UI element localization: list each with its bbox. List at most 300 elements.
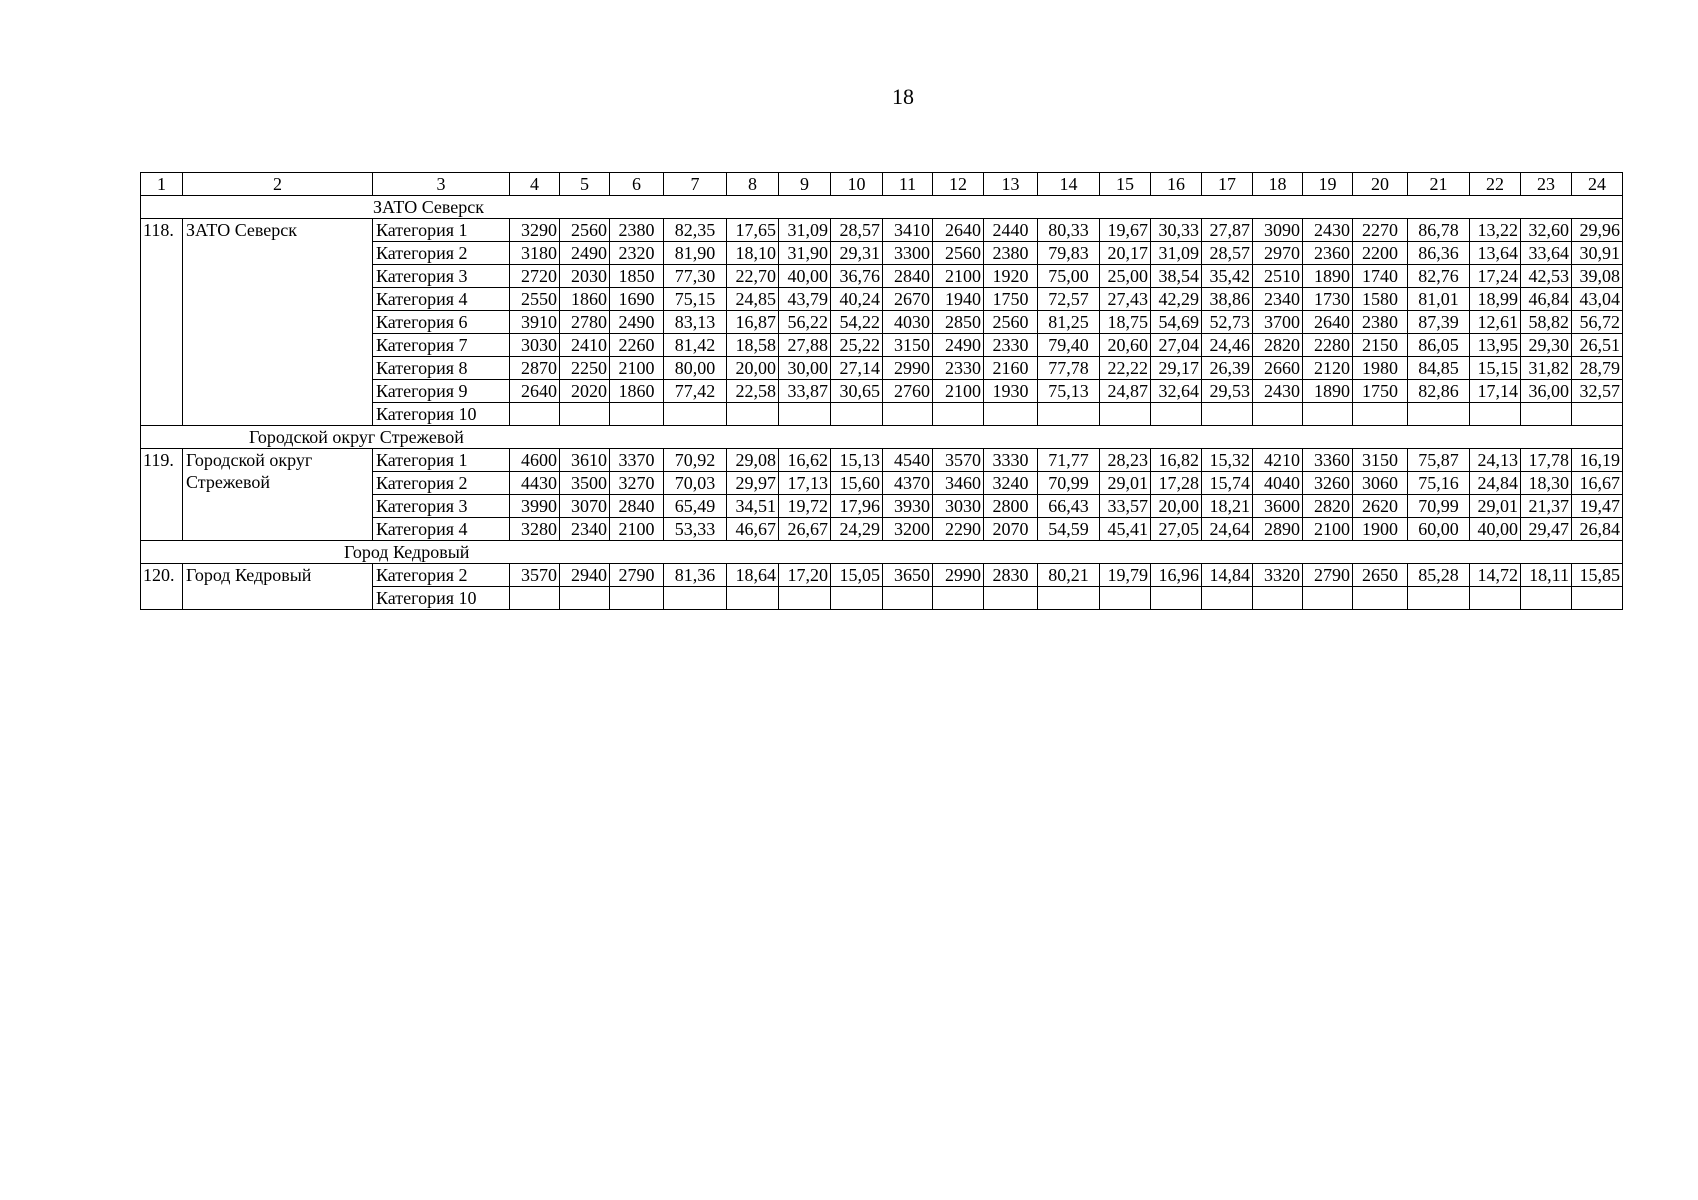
value-cell: 3370 — [610, 449, 664, 472]
value-cell: 2100 — [1303, 518, 1353, 541]
category-label: Категория 9 — [373, 380, 510, 403]
column-number-header: 10 — [831, 173, 883, 196]
value-cell: 2720 — [510, 265, 560, 288]
value-cell: 75,00 — [1038, 265, 1100, 288]
value-cell: 43,79 — [779, 288, 831, 311]
value-cell: 29,96 — [1572, 219, 1623, 242]
value-cell: 29,01 — [1470, 495, 1521, 518]
value-cell — [1151, 587, 1202, 610]
value-cell: 17,65 — [727, 219, 779, 242]
category-label: Категория 6 — [373, 311, 510, 334]
value-cell: 54,22 — [831, 311, 883, 334]
value-cell: 2550 — [510, 288, 560, 311]
value-cell — [1408, 403, 1470, 426]
page-number: 18 — [892, 84, 914, 109]
category-label: Категория 3 — [373, 495, 510, 518]
value-cell: 3570 — [510, 564, 560, 587]
value-cell: 20,00 — [727, 357, 779, 380]
value-cell: 21,37 — [1521, 495, 1572, 518]
value-cell: 3200 — [883, 518, 933, 541]
value-cell: 2870 — [510, 357, 560, 380]
value-cell: 2100 — [610, 357, 664, 380]
value-cell: 2290 — [933, 518, 984, 541]
value-cell: 65,49 — [664, 495, 727, 518]
value-cell: 40,00 — [1470, 518, 1521, 541]
value-cell: 2380 — [610, 219, 664, 242]
value-cell: 31,82 — [1521, 357, 1572, 380]
column-number-header: 18 — [1253, 173, 1303, 196]
value-cell: 2280 — [1303, 334, 1353, 357]
value-cell: 71,77 — [1038, 449, 1100, 472]
value-cell: 42,29 — [1151, 288, 1202, 311]
value-cell: 24,29 — [831, 518, 883, 541]
value-cell: 18,75 — [1100, 311, 1151, 334]
value-cell: 15,74 — [1202, 472, 1253, 495]
value-cell: 60,00 — [1408, 518, 1470, 541]
value-cell: 29,08 — [727, 449, 779, 472]
value-cell: 2640 — [1303, 311, 1353, 334]
value-cell: 84,85 — [1408, 357, 1470, 380]
value-cell: 32,57 — [1572, 380, 1623, 403]
value-cell: 3270 — [610, 472, 664, 495]
value-cell: 36,00 — [1521, 380, 1572, 403]
value-cell: 79,83 — [1038, 242, 1100, 265]
column-number-row — [141, 173, 1623, 196]
value-cell — [1470, 587, 1521, 610]
value-cell: 2640 — [933, 219, 984, 242]
section-title-row — [141, 196, 1623, 219]
column-number-header: 7 — [664, 173, 727, 196]
value-cell: 2800 — [984, 495, 1038, 518]
value-cell — [1408, 587, 1470, 610]
value-cell: 34,51 — [727, 495, 779, 518]
value-cell: 1750 — [1353, 380, 1408, 403]
value-cell: 2340 — [1253, 288, 1303, 311]
value-cell: 2490 — [610, 311, 664, 334]
value-cell: 2490 — [560, 242, 610, 265]
value-cell: 24,13 — [1470, 449, 1521, 472]
column-number-header: 24 — [1572, 173, 1623, 196]
value-cell: 24,64 — [1202, 518, 1253, 541]
value-cell: 52,73 — [1202, 311, 1253, 334]
value-cell: 14,84 — [1202, 564, 1253, 587]
value-cell: 3240 — [984, 472, 1038, 495]
value-cell: 2100 — [610, 518, 664, 541]
value-cell — [560, 587, 610, 610]
municipality-name: Город Кедровый — [183, 564, 373, 610]
value-cell: 81,25 — [1038, 311, 1100, 334]
value-cell: 18,21 — [1202, 495, 1253, 518]
value-cell: 2430 — [1253, 380, 1303, 403]
value-cell: 38,86 — [1202, 288, 1253, 311]
value-cell: 81,36 — [664, 564, 727, 587]
value-cell: 3930 — [883, 495, 933, 518]
category-label: Категория 2 — [373, 472, 510, 495]
value-cell: 19,67 — [1100, 219, 1151, 242]
value-cell — [933, 403, 984, 426]
value-cell — [664, 403, 727, 426]
value-cell: 20,60 — [1100, 334, 1151, 357]
value-cell: 19,72 — [779, 495, 831, 518]
value-cell: 20,00 — [1151, 495, 1202, 518]
value-cell: 3610 — [560, 449, 610, 472]
value-cell — [1038, 403, 1100, 426]
table-row — [141, 219, 1623, 242]
section-title-row — [141, 426, 1623, 449]
value-cell: 15,05 — [831, 564, 883, 587]
value-cell: 1890 — [1303, 380, 1353, 403]
value-cell: 80,00 — [664, 357, 727, 380]
value-cell: 70,92 — [664, 449, 727, 472]
value-cell: 2070 — [984, 518, 1038, 541]
municipality-name: Городской округ Стрежевой — [183, 449, 373, 541]
tariff-table-container — [140, 172, 1623, 610]
value-cell: 70,03 — [664, 472, 727, 495]
value-cell: 33,87 — [779, 380, 831, 403]
value-cell — [610, 587, 664, 610]
value-cell: 4210 — [1253, 449, 1303, 472]
table-row — [141, 449, 1623, 472]
value-cell: 2380 — [1353, 311, 1408, 334]
category-label: Категория 1 — [373, 449, 510, 472]
municipality-name: ЗАТО Северск — [183, 219, 373, 426]
category-label: Категория 8 — [373, 357, 510, 380]
value-cell: 28,57 — [1202, 242, 1253, 265]
value-cell: 4600 — [510, 449, 560, 472]
value-cell — [1470, 403, 1521, 426]
value-cell: 2200 — [1353, 242, 1408, 265]
value-cell: 2430 — [1303, 219, 1353, 242]
value-cell: 2560 — [984, 311, 1038, 334]
value-cell: 24,84 — [1470, 472, 1521, 495]
value-cell: 3030 — [510, 334, 560, 357]
value-cell — [1521, 403, 1572, 426]
value-cell: 2790 — [610, 564, 664, 587]
value-cell: 32,64 — [1151, 380, 1202, 403]
value-cell: 15,13 — [831, 449, 883, 472]
value-cell: 3330 — [984, 449, 1038, 472]
value-cell: 15,32 — [1202, 449, 1253, 472]
tariff-table — [140, 172, 1623, 610]
value-cell: 85,28 — [1408, 564, 1470, 587]
value-cell: 81,01 — [1408, 288, 1470, 311]
value-cell: 2840 — [883, 265, 933, 288]
value-cell — [1572, 587, 1623, 610]
value-cell — [560, 403, 610, 426]
value-cell — [1253, 403, 1303, 426]
value-cell: 3650 — [883, 564, 933, 587]
value-cell — [1253, 587, 1303, 610]
value-cell: 28,57 — [831, 219, 883, 242]
value-cell: 1930 — [984, 380, 1038, 403]
value-cell — [610, 403, 664, 426]
value-cell — [1038, 587, 1100, 610]
value-cell: 2780 — [560, 311, 610, 334]
value-cell: 2340 — [560, 518, 610, 541]
value-cell: 66,43 — [1038, 495, 1100, 518]
value-cell: 1690 — [610, 288, 664, 311]
category-label: Категория 4 — [373, 518, 510, 541]
value-cell: 17,14 — [1470, 380, 1521, 403]
value-cell: 29,97 — [727, 472, 779, 495]
value-cell: 3060 — [1353, 472, 1408, 495]
value-cell — [779, 587, 831, 610]
category-label: Категория 2 — [373, 242, 510, 265]
value-cell: 2410 — [560, 334, 610, 357]
value-cell: 1940 — [933, 288, 984, 311]
value-cell: 2660 — [1253, 357, 1303, 380]
category-label: Категория 4 — [373, 288, 510, 311]
value-cell: 2820 — [1303, 495, 1353, 518]
value-cell: 26,84 — [1572, 518, 1623, 541]
value-cell: 43,04 — [1572, 288, 1623, 311]
value-cell: 77,78 — [1038, 357, 1100, 380]
value-cell: 13,64 — [1470, 242, 1521, 265]
value-cell: 75,15 — [664, 288, 727, 311]
value-cell: 2990 — [883, 357, 933, 380]
value-cell: 27,88 — [779, 334, 831, 357]
section-title-row — [141, 541, 1623, 564]
column-number-header: 21 — [1408, 173, 1470, 196]
value-cell: 27,05 — [1151, 518, 1202, 541]
value-cell: 2510 — [1253, 265, 1303, 288]
value-cell: 25,00 — [1100, 265, 1151, 288]
value-cell: 3700 — [1253, 311, 1303, 334]
value-cell — [727, 403, 779, 426]
value-cell: 2320 — [610, 242, 664, 265]
column-number-header: 16 — [1151, 173, 1202, 196]
column-number-header: 2 — [183, 173, 373, 196]
value-cell: 18,11 — [1521, 564, 1572, 587]
category-label: Категория 7 — [373, 334, 510, 357]
column-number-header: 1 — [141, 173, 183, 196]
value-cell: 15,60 — [831, 472, 883, 495]
value-cell — [727, 587, 779, 610]
value-cell: 22,58 — [727, 380, 779, 403]
value-cell — [779, 403, 831, 426]
value-cell: 2100 — [933, 380, 984, 403]
value-cell: 1740 — [1353, 265, 1408, 288]
value-cell: 29,53 — [1202, 380, 1253, 403]
value-cell: 18,58 — [727, 334, 779, 357]
value-cell: 2850 — [933, 311, 984, 334]
value-cell: 3570 — [933, 449, 984, 472]
value-cell: 29,17 — [1151, 357, 1202, 380]
value-cell: 3260 — [1303, 472, 1353, 495]
value-cell: 1890 — [1303, 265, 1353, 288]
value-cell: 86,05 — [1408, 334, 1470, 357]
value-cell: 83,13 — [664, 311, 727, 334]
value-cell: 2830 — [984, 564, 1038, 587]
value-cell: 2970 — [1253, 242, 1303, 265]
category-label: Категория 10 — [373, 587, 510, 610]
value-cell: 13,95 — [1470, 334, 1521, 357]
value-cell: 17,28 — [1151, 472, 1202, 495]
value-cell — [664, 587, 727, 610]
value-cell: 16,96 — [1151, 564, 1202, 587]
value-cell: 2330 — [933, 357, 984, 380]
value-cell: 2990 — [933, 564, 984, 587]
value-cell: 17,24 — [1470, 265, 1521, 288]
value-cell — [1303, 403, 1353, 426]
column-number-header: 12 — [933, 173, 984, 196]
value-cell: 27,43 — [1100, 288, 1151, 311]
value-cell: 45,41 — [1100, 518, 1151, 541]
value-cell: 25,22 — [831, 334, 883, 357]
value-cell — [883, 587, 933, 610]
value-cell: 35,42 — [1202, 265, 1253, 288]
value-cell: 2020 — [560, 380, 610, 403]
column-number-header: 9 — [779, 173, 831, 196]
value-cell: 31,09 — [779, 219, 831, 242]
value-cell: 2160 — [984, 357, 1038, 380]
value-cell: 3300 — [883, 242, 933, 265]
value-cell: 18,99 — [1470, 288, 1521, 311]
value-cell: 17,78 — [1521, 449, 1572, 472]
value-cell: 2360 — [1303, 242, 1353, 265]
section-title-cell — [141, 196, 1623, 219]
value-cell: 17,96 — [831, 495, 883, 518]
value-cell — [1572, 403, 1623, 426]
value-cell: 24,87 — [1100, 380, 1151, 403]
table-body — [141, 173, 1623, 610]
value-cell: 3290 — [510, 219, 560, 242]
value-cell: 2260 — [610, 334, 664, 357]
value-cell: 56,72 — [1572, 311, 1623, 334]
value-cell: 17,13 — [779, 472, 831, 495]
value-cell: 2330 — [984, 334, 1038, 357]
value-cell: 2940 — [560, 564, 610, 587]
value-cell: 12,61 — [1470, 311, 1521, 334]
value-cell: 70,99 — [1408, 495, 1470, 518]
value-cell: 2120 — [1303, 357, 1353, 380]
value-cell — [1202, 587, 1253, 610]
value-cell: 3500 — [560, 472, 610, 495]
value-cell: 1730 — [1303, 288, 1353, 311]
value-cell: 27,87 — [1202, 219, 1253, 242]
value-cell: 3910 — [510, 311, 560, 334]
value-cell: 18,10 — [727, 242, 779, 265]
category-label: Категория 3 — [373, 265, 510, 288]
value-cell: 81,90 — [664, 242, 727, 265]
value-cell: 30,00 — [779, 357, 831, 380]
value-cell: 3410 — [883, 219, 933, 242]
value-cell: 27,14 — [831, 357, 883, 380]
value-cell: 18,64 — [727, 564, 779, 587]
value-cell: 1860 — [610, 380, 664, 403]
value-cell: 30,91 — [1572, 242, 1623, 265]
value-cell: 26,51 — [1572, 334, 1623, 357]
value-cell: 29,31 — [831, 242, 883, 265]
value-cell: 2790 — [1303, 564, 1353, 587]
value-cell — [1521, 587, 1572, 610]
value-cell: 2840 — [610, 495, 664, 518]
value-cell: 39,08 — [1572, 265, 1623, 288]
value-cell: 2650 — [1353, 564, 1408, 587]
category-label: Категория 10 — [373, 403, 510, 426]
value-cell: 80,33 — [1038, 219, 1100, 242]
value-cell: 33,57 — [1100, 495, 1151, 518]
value-cell: 3150 — [883, 334, 933, 357]
value-cell: 16,62 — [779, 449, 831, 472]
value-cell: 2250 — [560, 357, 610, 380]
value-cell: 56,22 — [779, 311, 831, 334]
section-title-cell — [141, 426, 1623, 449]
value-cell: 3460 — [933, 472, 984, 495]
value-cell: 2490 — [933, 334, 984, 357]
table-row — [141, 564, 1623, 587]
value-cell: 86,78 — [1408, 219, 1470, 242]
value-cell: 3600 — [1253, 495, 1303, 518]
value-cell — [1202, 403, 1253, 426]
column-number-header: 20 — [1353, 173, 1408, 196]
value-cell: 33,64 — [1521, 242, 1572, 265]
value-cell: 72,57 — [1038, 288, 1100, 311]
column-number-header: 8 — [727, 173, 779, 196]
value-cell — [984, 403, 1038, 426]
column-number-header: 5 — [560, 173, 610, 196]
value-cell: 1920 — [984, 265, 1038, 288]
column-number-header: 17 — [1202, 173, 1253, 196]
column-number-header: 11 — [883, 173, 933, 196]
value-cell: 3280 — [510, 518, 560, 541]
value-cell: 29,30 — [1521, 334, 1572, 357]
value-cell: 1980 — [1353, 357, 1408, 380]
value-cell: 26,67 — [779, 518, 831, 541]
row-number: 119. — [141, 449, 183, 541]
row-number: 118. — [141, 219, 183, 426]
row-number: 120. — [141, 564, 183, 610]
value-cell — [831, 403, 883, 426]
value-cell: 14,72 — [1470, 564, 1521, 587]
value-cell: 2760 — [883, 380, 933, 403]
value-cell: 17,20 — [779, 564, 831, 587]
value-cell: 46,67 — [727, 518, 779, 541]
value-cell: 81,42 — [664, 334, 727, 357]
column-number-header: 13 — [984, 173, 1038, 196]
category-label: Категория 2 — [373, 564, 510, 587]
value-cell: 70,99 — [1038, 472, 1100, 495]
value-cell: 75,16 — [1408, 472, 1470, 495]
value-cell: 2560 — [560, 219, 610, 242]
value-cell: 2440 — [984, 219, 1038, 242]
value-cell: 87,39 — [1408, 311, 1470, 334]
value-cell — [984, 587, 1038, 610]
value-cell: 75,87 — [1408, 449, 1470, 472]
value-cell: 3180 — [510, 242, 560, 265]
value-cell: 58,82 — [1521, 311, 1572, 334]
section-title: Городской округ Стрежевой — [249, 427, 464, 447]
value-cell: 2150 — [1353, 334, 1408, 357]
value-cell: 1580 — [1353, 288, 1408, 311]
value-cell: 15,15 — [1470, 357, 1521, 380]
value-cell: 32,60 — [1521, 219, 1572, 242]
value-cell: 36,76 — [831, 265, 883, 288]
section-title: Город Кедровый — [344, 542, 470, 562]
value-cell: 77,30 — [664, 265, 727, 288]
value-cell: 1750 — [984, 288, 1038, 311]
value-cell — [510, 403, 560, 426]
value-cell: 2270 — [1353, 219, 1408, 242]
value-cell: 82,76 — [1408, 265, 1470, 288]
value-cell: 2670 — [883, 288, 933, 311]
value-cell: 3990 — [510, 495, 560, 518]
value-cell: 2890 — [1253, 518, 1303, 541]
column-number-header: 3 — [373, 173, 510, 196]
value-cell: 3320 — [1253, 564, 1303, 587]
section-title-cell — [141, 541, 1623, 564]
value-cell: 2820 — [1253, 334, 1303, 357]
